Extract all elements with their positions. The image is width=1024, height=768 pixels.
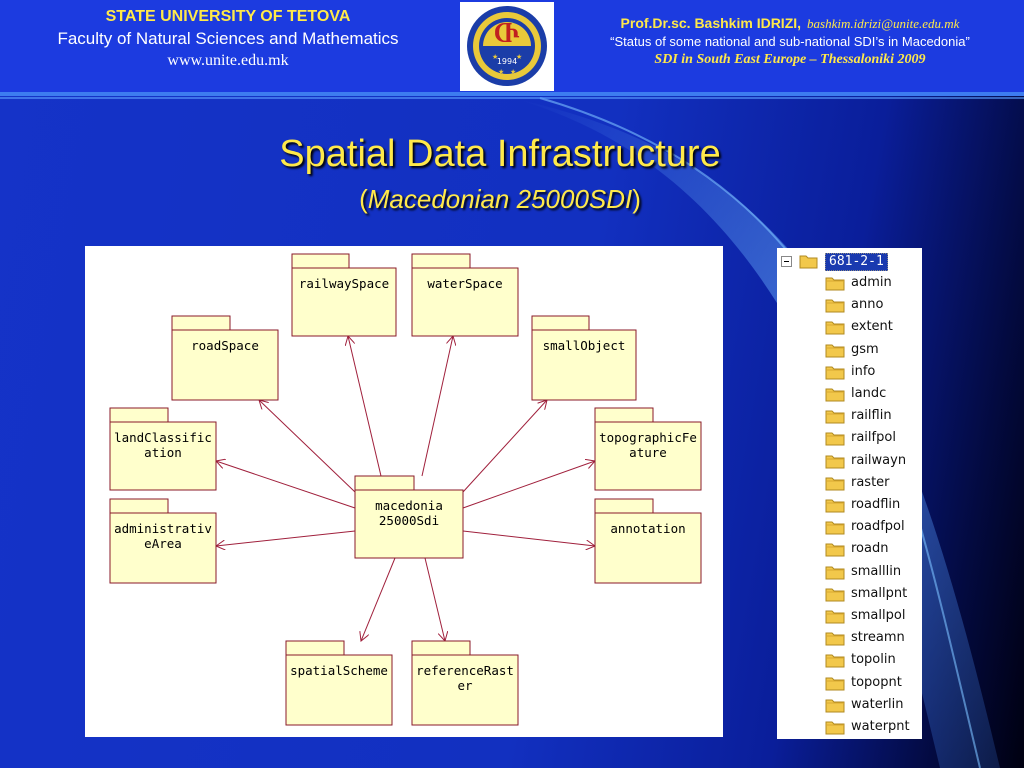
tree-item[interactable] — [777, 516, 922, 538]
tree-item[interactable] — [777, 472, 922, 494]
tree-item-label: roadflin — [851, 497, 901, 512]
svg-text:★: ★ — [492, 54, 499, 61]
folder-icon — [825, 652, 845, 668]
svg-text:★: ★ — [498, 69, 505, 76]
package-label: annotation — [610, 521, 686, 536]
faculty-name: Faculty of Natural Sciences and Mathematics — [57, 29, 399, 48]
subtitle-paren-close: ) — [632, 184, 641, 214]
university-logo — [460, 2, 554, 91]
dependency-arrow-roadSpace — [259, 400, 355, 492]
package-referenceRaster[interactable] — [412, 641, 518, 725]
tree-item-label: waterlin — [851, 696, 904, 712]
package-label: er — [457, 678, 473, 693]
header-divider-thin — [0, 97, 1024, 99]
folder-icon — [825, 564, 845, 580]
tree-item[interactable] — [777, 605, 922, 627]
tree-item-label: railfpol — [851, 430, 896, 446]
folder-icon — [825, 408, 845, 424]
tree-item-label: anno — [851, 297, 884, 313]
folder-icon — [825, 453, 845, 469]
tree-item-label: admin — [851, 275, 892, 290]
package-roadSpace[interactable] — [172, 316, 278, 400]
folder-open-icon — [799, 253, 819, 269]
package-label: landClassific — [114, 430, 212, 445]
package-label: railwaySpace — [298, 276, 390, 291]
diagram-canvas — [85, 246, 723, 737]
tree-item[interactable] — [777, 583, 922, 605]
tree-item[interactable] — [777, 494, 922, 516]
package-landClassification[interactable] — [110, 408, 216, 490]
tree-item[interactable] — [777, 427, 922, 449]
package-smallObject[interactable] — [532, 316, 636, 400]
package-shape — [595, 499, 701, 583]
tree-item-label: roadfpol — [851, 519, 905, 535]
package-label: administrativ — [114, 521, 212, 536]
tree-item-label: info — [851, 363, 876, 379]
logo-seal-icon — [460, 2, 554, 91]
package-topographicFeature[interactable] — [595, 408, 701, 490]
tree-item-label: smalllin — [851, 563, 902, 579]
package-label: eArea — [144, 536, 182, 551]
package-label: 25000Sdi — [378, 513, 440, 528]
folder-icon — [825, 541, 845, 557]
tree-item-label: topopnt — [851, 674, 902, 690]
folder-icon — [825, 342, 845, 358]
folder-icon — [825, 475, 845, 491]
package-shape — [172, 316, 278, 400]
subtitle-paren-open: ( — [359, 184, 368, 214]
tree-item-label: gsm — [851, 341, 879, 357]
university-website[interactable]: www.unite.edu.mk — [167, 52, 289, 69]
university-name: STATE UNIVERSITY OF TETOVA — [105, 8, 351, 25]
folder-icon — [825, 430, 845, 446]
folder-icon — [825, 675, 845, 691]
folder-icon — [825, 719, 845, 735]
folder-icon — [825, 586, 845, 602]
tree-item[interactable] — [777, 405, 922, 427]
tree-item[interactable] — [777, 561, 922, 583]
package-label: waterSpace — [427, 276, 503, 291]
dependency-arrow-landClassification — [216, 461, 355, 508]
package-spatialScheme[interactable] — [286, 641, 392, 725]
tree-item-label: topolin — [851, 652, 896, 668]
tree-item-label: railwayn — [851, 452, 907, 468]
package-label: macedonia — [375, 498, 443, 513]
tree-item-label: railflin — [851, 408, 892, 424]
tree-item-label: extent — [851, 319, 893, 335]
dependency-arrow-railwaySpace — [348, 336, 381, 476]
tree-item-label: streamn — [851, 630, 905, 646]
university-block — [0, 6, 456, 72]
dependency-arrow-spatialScheme — [361, 558, 395, 641]
package-shape — [292, 254, 396, 336]
tree-item[interactable] — [777, 339, 922, 361]
dependency-arrow-waterSpace — [422, 336, 453, 476]
tree-item[interactable] — [777, 716, 922, 738]
tree-item[interactable] — [777, 272, 922, 294]
package-label: referenceRast — [416, 663, 514, 678]
talk-title: “Status of some national and sub-national SDI’s in Macedonia” — [610, 34, 970, 49]
folder-icon — [825, 275, 845, 291]
tree-item[interactable] — [777, 316, 922, 338]
dependency-arrow-referenceRaster — [425, 558, 445, 641]
author-email[interactable]: bashkim.idrizi@unite.edu.mk — [807, 16, 960, 31]
tree-item-label: landc — [851, 386, 887, 401]
tree-item-label: roadn — [851, 541, 889, 557]
folder-icon — [825, 386, 845, 402]
svg-text:★: ★ — [516, 54, 523, 61]
package-waterSpace[interactable] — [412, 254, 518, 336]
svg-text:Ⴇ: Ⴇ — [493, 22, 521, 48]
package-label: ature — [629, 445, 667, 460]
dependency-arrow-topographicFeature — [463, 461, 595, 508]
folder-icon — [825, 497, 845, 513]
dependency-arrow-smallObject — [463, 400, 547, 492]
tree-item[interactable] — [777, 694, 922, 716]
tree-item-label: waterpnt — [851, 719, 910, 734]
package-label: roadSpace — [191, 338, 259, 353]
slide-subtitle — [150, 182, 850, 216]
folder-icon — [825, 630, 845, 646]
folder-icon — [825, 697, 845, 713]
tree-item[interactable] — [777, 383, 922, 405]
tree-item[interactable] — [777, 627, 922, 649]
tree-root-label: 681-2-1 — [825, 253, 888, 271]
folder-icon — [825, 297, 845, 313]
tree-item[interactable] — [777, 649, 922, 671]
tree-item[interactable] — [777, 672, 922, 694]
folder-icon — [825, 319, 845, 335]
tree-item-label: raster — [851, 474, 890, 490]
uml-package-diagram — [85, 246, 723, 737]
package-label: topographicFe — [599, 430, 697, 445]
tree-item[interactable] — [777, 538, 922, 560]
tree-item-label: smallpol — [851, 608, 906, 623]
collapse-icon[interactable] — [781, 256, 792, 267]
package-center[interactable] — [355, 476, 463, 558]
tree-root[interactable] — [777, 250, 922, 272]
folder-icon — [825, 519, 845, 535]
author-block — [560, 14, 1020, 69]
package-label: spatialScheme — [290, 663, 388, 678]
package-label: smallObject — [542, 338, 626, 353]
author-name: Prof.Dr.sc. Bashkim IDRIZI, — [620, 15, 802, 31]
tree-item[interactable] — [777, 361, 922, 383]
package-railwaySpace[interactable] — [292, 254, 396, 336]
header-divider — [0, 92, 1024, 96]
svg-text:1994: 1994 — [496, 57, 518, 66]
dependency-arrow-administrativeArea — [216, 531, 355, 546]
package-annotation[interactable] — [595, 499, 701, 583]
folder-icon — [825, 608, 845, 624]
tree-item[interactable] — [777, 450, 922, 472]
package-shape — [412, 254, 518, 336]
slide-title: Spatial Data Infrastructure — [279, 133, 721, 175]
package-shape — [286, 641, 392, 725]
subtitle-text: Macedonian 25000SDI — [367, 184, 633, 214]
package-administrativeArea[interactable] — [110, 499, 216, 583]
svg-text:★: ★ — [510, 69, 517, 76]
dependency-arrow-annotation — [463, 531, 595, 546]
folder-tree — [777, 248, 922, 739]
package-label: ation — [144, 445, 182, 460]
tree-item[interactable] — [777, 294, 922, 316]
conference-name: SDI in South East Europe – Thessaloniki 2009 — [654, 52, 926, 67]
folder-icon — [825, 364, 845, 380]
tree-item-label: smallpnt — [851, 585, 908, 601]
author-line — [560, 14, 1020, 33]
package-shape — [532, 316, 636, 400]
